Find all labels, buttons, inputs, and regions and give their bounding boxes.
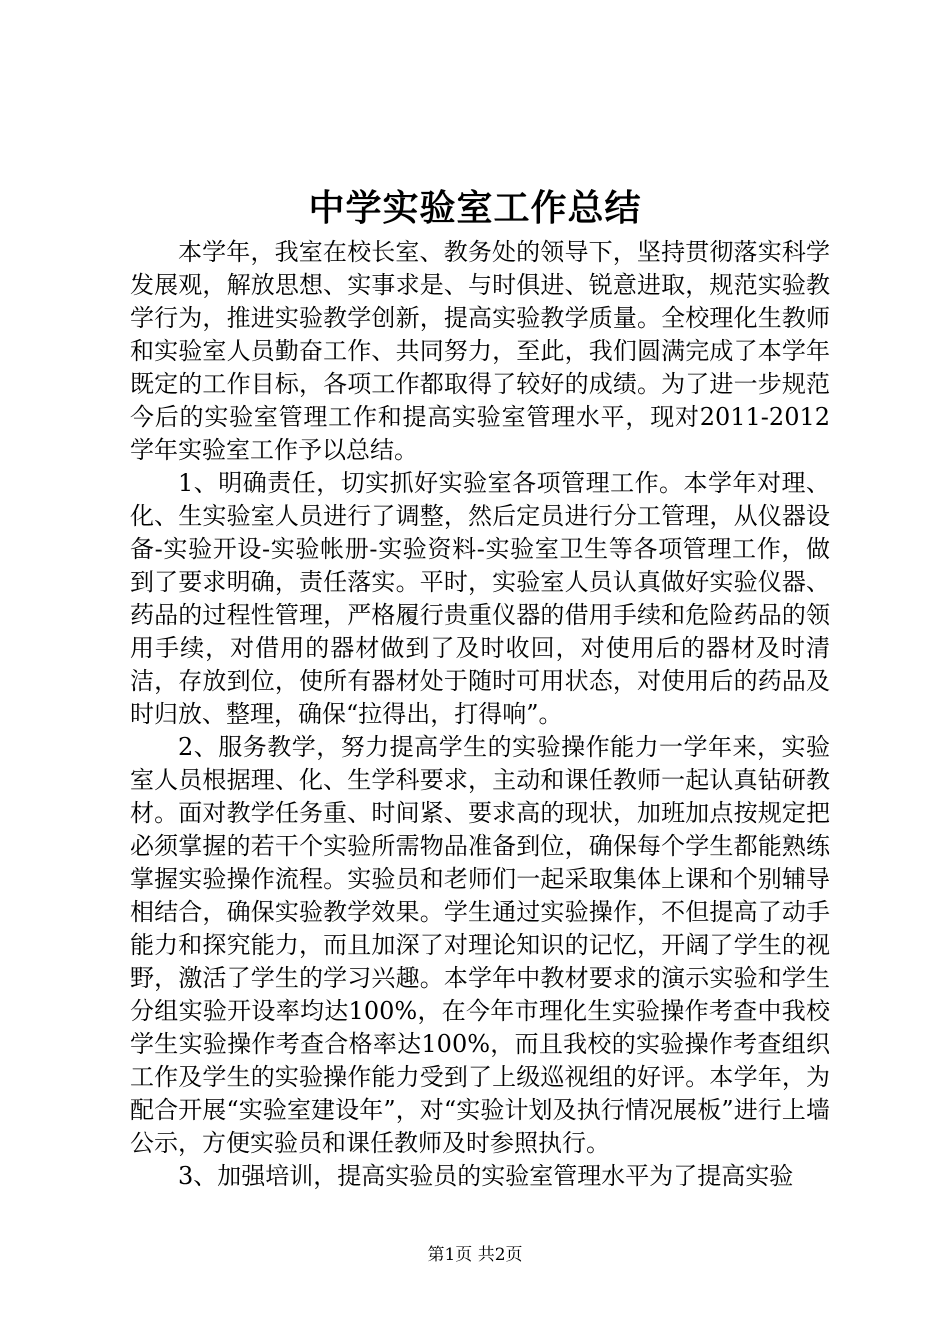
paragraph-item-1: 1、明确责任，切实抓好实验室各项管理工作。本学年对理、化、生实验室人员进行了调整，然后定员进行分工管理，从仪器设备-实验开设-实验帐册-实验资料-实验室卫生等各项管理工作，做到了要求明确，责任落实。平时，实验室人员认真做好实验仪器、药品的过程性管理，严格履行贵重仪器的借用手续和危险药品的领用手续，对借用的器材做到了及时收回，对使用后的器材及时清洁，存放到位，使所有器材处于随时可用状态，对使用后的药品及时归放、整理，确保“拉得出，打得响”。 — [130, 469, 830, 728]
paragraph-item-2: 2、服务教学，努力提高学生的实验操作能力一学年来，实验室人员根据理、化、生学科要求，主动和课任教师一起认真钻研教材。面对教学任务重、时间紧、要求高的现状，加班加点按规定把必须掌握的若干个实验所需物品准备到位，确保每个学生都能熟练掌握实验操作流程。实验员和老师们一起采取集体上课和个别辅导相结合，确保实验教学效果。学生通过实验操作，不但提高了动手能力和探究能力，而且加深了对理论知识的记忆，开阔了学生的视野，激活了学生的学习兴趣。本学年中教材要求的演示实验和学生分组实验开设率均达100%，在今年市理化生实验操作考查中我校学生实验操作考查合格率达100%，而且我校的实验操作考查组织工作及学生的实验操作能力受到了上级巡视组的好评。本学年，为配合开展“实验室建设年”，对“实验计划及执行情况展板”进行上墙公示，方便实验员和课任教师及时参照执行。 — [130, 733, 830, 1157]
document-body — [130, 236, 830, 1193]
page-footer: 第1页 共2页 — [427, 1245, 523, 1265]
paragraph-item-3: 3、加强培训，提高实验员的实验室管理水平为了提高实验 — [178, 1162, 794, 1190]
paragraph-intro: 本学年，我室在校长室、教务处的领导下，坚持贯彻落实科学发展观，解放思想、实事求是、与时俱进、锐意进取，规范实验教学行为，推进实验教学创新，提高实验教学质量。全校理化生教师和实验室人员勤奋工作、共同努力，至此，我们圆满完成了本学年既定的工作目标，各项工作都取得了较好的成绩。为了进一步规范今后的实验室管理工作和提高实验室管理水平，现对2011-2012学年实验室工作予以总结。 — [130, 238, 830, 464]
document-title: 中学实验室工作总结 — [308, 187, 642, 229]
